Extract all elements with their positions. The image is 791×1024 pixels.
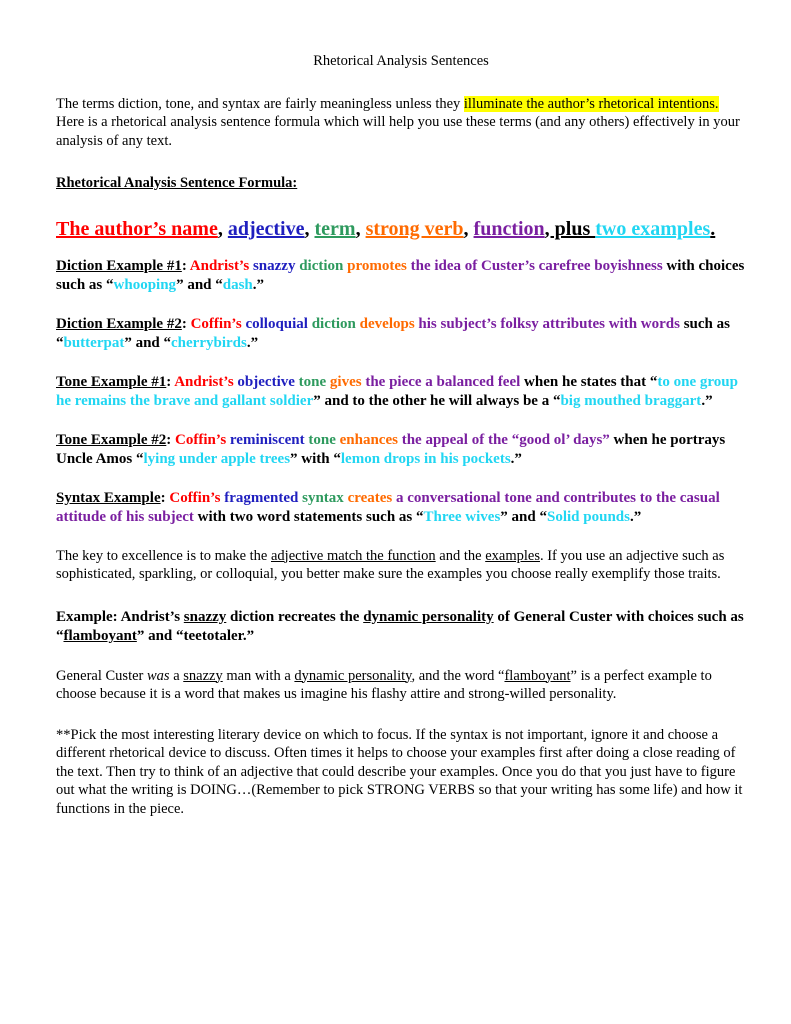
example-text: diction recreates the: [226, 608, 364, 625]
example-function: a conversational tone and contributes to the casual attitude of his subject: [56, 489, 720, 525]
tip-paragraph: **Pick the most interesting literary device on which to focus. If the syntax is not important, ignore it and choose a different rhetorical device to discuss. Often times it helps to choose your examples first after doing a close reading of the text. Then try to think of an adjective that could describe your examples. Once you do that you just have to figure out what the writing is DOING…(Remember to pick STRONG VERBS so that your writing has some life) and how it functions in the piece.: [56, 726, 743, 817]
example-connector: ” and to the other he will always be a “: [313, 393, 561, 409]
formula-label: Rhetorical Analysis Sentence Formula:: [56, 175, 298, 191]
example-connector: ” and “: [176, 277, 223, 293]
example-adjective: colloquial: [245, 315, 308, 332]
intro-text-1: The terms diction, tone, and syntax are fairly meaningless unless they: [56, 95, 464, 112]
key-text: and the: [435, 547, 486, 564]
example-end: .”: [701, 393, 713, 409]
example-verb: gives: [329, 373, 362, 390]
custer-underline: snazzy: [183, 667, 223, 684]
tone-example-2: [56, 431, 746, 470]
example-adjective: snazzy: [252, 257, 296, 274]
formula-adjective: adjective: [227, 217, 305, 240]
formula-comma: ,: [217, 217, 228, 240]
example-verb: enhances: [339, 431, 398, 448]
formula-comma: ,: [304, 217, 315, 240]
example-adjective: objective: [237, 373, 295, 390]
formula-examples: two examples: [595, 217, 711, 240]
example-adjective: reminiscent: [229, 431, 305, 448]
page-title: Rhetorical Analysis Sentences: [313, 53, 489, 69]
formula-author: The author’s name: [56, 217, 218, 240]
example-quote-1: to one group he remains the brave and gallant soldier: [56, 373, 738, 409]
example-quote-2: dash: [222, 277, 253, 293]
example-term: diction: [311, 315, 356, 332]
document-page: [56, 52, 746, 818]
example-function: the idea of Custer’s carefree boyishness: [410, 257, 663, 274]
label-colon: :: [181, 315, 191, 332]
example-author: Coffin’s: [175, 431, 227, 448]
example-verb: creates: [347, 489, 393, 506]
example-text: of General Custer with choices such as “: [56, 608, 744, 644]
example-quote-2: lemon drops in his pockets: [340, 451, 511, 467]
key-text: . If you use an adjective such as sophisticated, sparkling, or colloquial, you better make sure the examples you choose really exemplify those traits.: [56, 547, 725, 582]
formula-comma: ,: [355, 217, 366, 240]
custer-explanation: [56, 667, 746, 704]
custer-text: , and the word “: [411, 667, 505, 684]
key-underline: adjective match the function: [271, 547, 436, 564]
example-text: ” and “teetotaler.”: [136, 628, 255, 644]
custer-text: man with a: [222, 667, 295, 684]
example-end: .”: [629, 509, 642, 525]
custer-example-sentence: [56, 608, 746, 647]
example-connector: with two word statements such as “: [193, 509, 424, 525]
example-function: the piece a balanced feel: [365, 373, 521, 390]
formula-plus: , plus: [544, 217, 596, 240]
example-connector: ” with “: [290, 451, 341, 467]
example-function: his subject’s folksy attributes with words: [418, 315, 680, 332]
example-verb: develops: [359, 315, 415, 332]
custer-text: ” is a perfect example to choose because it is a word that makes us imagine his flashy attire and strong-willed personality.: [56, 667, 712, 702]
example-connector: ” and “: [500, 509, 547, 525]
syntax-example: [56, 489, 746, 528]
example-underline: snazzy: [183, 608, 227, 625]
example-function: the appeal of the “good ol’ days”: [401, 431, 610, 448]
example-term: tone: [298, 373, 327, 390]
custer-italic: was: [147, 667, 170, 684]
example-end: .”: [246, 335, 259, 351]
label-colon: :: [166, 373, 175, 390]
custer-text: a: [169, 667, 184, 684]
example-term: diction: [299, 257, 344, 274]
formula-line: [56, 217, 746, 241]
example-underline: flamboyant: [63, 628, 137, 644]
formula-comma: ,: [463, 217, 474, 240]
example-connector: such as “: [56, 315, 730, 351]
key-underline: examples: [485, 547, 540, 564]
example-label: Tone Example #1: [56, 373, 167, 390]
tone-example-1: [56, 373, 746, 412]
diction-example-1: [56, 257, 746, 296]
custer-text: General Custer: [56, 667, 147, 684]
example-label: Diction Example #1: [56, 257, 182, 274]
example-author: Andrist’s: [189, 257, 250, 274]
example-label: Syntax Example: [56, 489, 161, 506]
example-connector: when he portrays Uncle Amos “: [56, 431, 726, 467]
example-author: Coffin’s: [169, 489, 221, 506]
example-connector: when he states that “: [520, 373, 658, 390]
example-end: .”: [510, 451, 522, 467]
example-quote-1: butterpat: [63, 335, 125, 351]
formula-verb: strong verb: [365, 217, 464, 240]
diction-example-2: [56, 315, 746, 354]
example-quote-1: lying under apple trees: [143, 451, 291, 467]
example-author: Coffin’s: [190, 315, 242, 332]
label-colon: :: [160, 489, 170, 506]
example-connector: ” and “: [124, 335, 172, 351]
custer-underline: flamboyant: [504, 667, 571, 684]
key-paragraph: [56, 547, 746, 584]
example-label: Tone Example #2: [56, 431, 167, 448]
example-author: Andrist’s: [174, 373, 234, 390]
label-colon: :: [166, 431, 176, 448]
example-quote-1: Three wives: [423, 509, 501, 525]
example-verb: promotes: [347, 257, 407, 274]
formula-function: function: [473, 217, 545, 240]
example-term: syntax: [302, 489, 344, 506]
custer-underline: dynamic personality: [294, 667, 412, 684]
label-colon: :: [181, 257, 190, 274]
example-quote-1: whooping: [113, 277, 177, 293]
example-quote-2: Solid pounds: [546, 509, 630, 525]
formula-term: term: [314, 217, 356, 240]
example-end: .”: [252, 277, 265, 293]
example-term: tone: [308, 431, 336, 448]
example-quote-2: cherrybirds: [171, 335, 247, 351]
example-text: Example: Andrist’s: [56, 608, 184, 625]
intro-highlight: illuminate the author’s rhetorical intentions.: [463, 95, 719, 112]
intro-text-2: Here is a rhetorical analysis sentence formula which will help you use these terms (and any others) effectively in your analysis of any text.: [56, 114, 740, 149]
example-connector: with choices such as “: [56, 257, 745, 293]
key-text: The key to excellence is to make the: [56, 547, 271, 564]
intro-paragraph: [56, 95, 746, 151]
example-adjective: fragmented: [224, 489, 299, 506]
example-quote-2: big mouthed braggart: [560, 393, 702, 409]
example-label: Diction Example #2: [56, 315, 182, 332]
formula-period: .: [710, 217, 716, 240]
example-underline: dynamic personality: [363, 608, 494, 625]
